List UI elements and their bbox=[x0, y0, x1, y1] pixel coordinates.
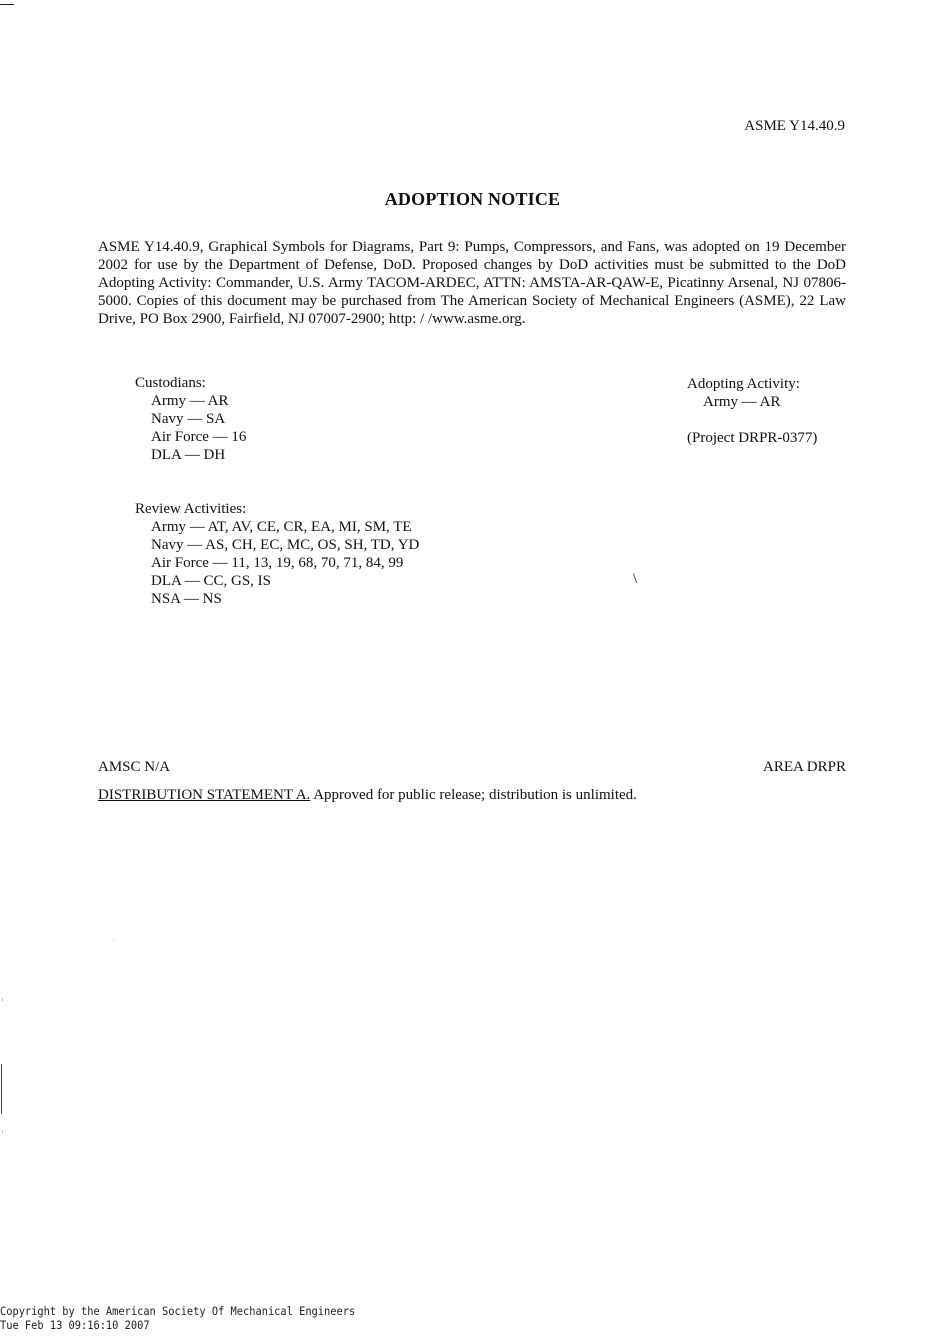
document-id: ASME Y14.40.9 bbox=[744, 118, 845, 134]
custodian-item: Army — AR bbox=[151, 393, 229, 409]
scan-margin-line bbox=[1, 1064, 2, 1114]
review-activities-block bbox=[135, 500, 419, 608]
scan-speck bbox=[113, 940, 114, 941]
custodian-item: Navy — SA bbox=[151, 411, 226, 427]
intro-paragraph: ASME Y14.40.9, Graphical Symbols for Diagrams, Part 9: Pumps, Compressors, and Fans, was adopted on 19 December 2002 for use by the Department of Defense, DoD. Proposed changes by DoD activities must be submitted to the DoD Adopting Activity: Commander, U.S. Army TACOM-ARDEC, ATTN: AMSTA-AR-QAW-E, Picatinny Arsenal, NJ 07806-5000. Copies of this document may be purchased from The American Society of Mechanical Engineers (ASME), 22 Law Drive, PO Box 2900, Fairfield, NJ 07007-2900; http: / /www.asme.org. bbox=[98, 239, 846, 327]
adopting-activity-block bbox=[687, 375, 817, 447]
project-number: (Project DRPR-0377) bbox=[687, 430, 818, 446]
review-item: Air Force — 11, 13, 19, 68, 70, 71, 84, 99 bbox=[151, 555, 404, 571]
page-title: ADOPTION NOTICE bbox=[384, 189, 561, 209]
copyright-line: Copyright by the American Society Of Mechanical Engineers bbox=[0, 1304, 356, 1318]
review-item: Army — AT, AV, CE, CR, EA, MI, SM, TE bbox=[151, 519, 412, 535]
distribution-statement bbox=[98, 787, 637, 804]
review-item: Navy — AS, CH, EC, MC, OS, SH, TD, YD bbox=[151, 537, 420, 553]
timestamp-line: Tue Feb 13 09:16:10 2007 bbox=[0, 1318, 150, 1332]
area-label: AREA DRPR bbox=[763, 759, 846, 775]
amsc-label: AMSC N/A bbox=[98, 759, 171, 775]
copyright-footer bbox=[0, 1304, 355, 1332]
custodians-block bbox=[135, 374, 246, 464]
custodian-item: Air Force — 16 bbox=[151, 429, 247, 445]
adopting-heading: Adopting Activity: bbox=[687, 376, 800, 392]
review-heading: Review Activities: bbox=[135, 501, 247, 517]
adopting-item: Army — AR bbox=[703, 394, 781, 410]
distribution-statement-text: Approved for public release; distribution is unlimited. bbox=[310, 787, 637, 803]
scan-mark bbox=[2, 998, 3, 1001]
distribution-statement-label: DISTRIBUTION STATEMENT A. bbox=[98, 787, 311, 803]
stray-mark: \ bbox=[633, 571, 638, 587]
custodians-heading: Custodians: bbox=[135, 375, 206, 391]
corner-mark bbox=[0, 4, 14, 5]
review-item: DLA — CC, GS, IS bbox=[151, 573, 272, 589]
scan-mark bbox=[2, 1130, 3, 1133]
custodian-item: DLA — DH bbox=[151, 447, 226, 463]
review-item: NSA — NS bbox=[151, 591, 222, 607]
